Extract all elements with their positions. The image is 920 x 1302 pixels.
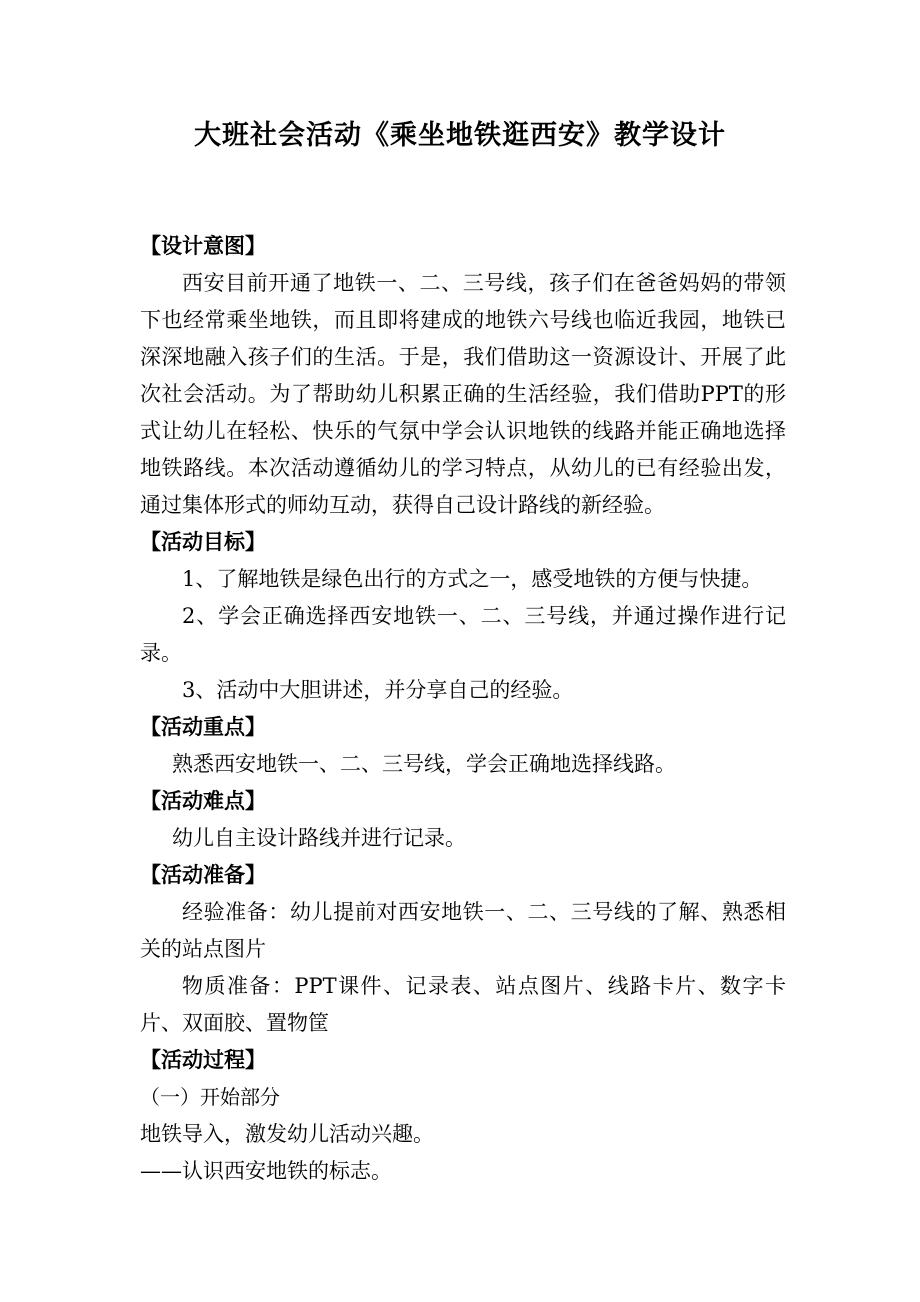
section-heading-goals: 【活动目标】 [140,530,266,554]
section-heading-intent: 【设计意图】 [140,234,266,258]
goal-item-3: 3、活动中大胆讲述，并分享自己的经验。 [182,678,574,702]
goal-item-1: 1、了解地铁是绿色出行的方式之一，感受地铁的方便与快捷。 [182,567,763,591]
preparation-materials: 物质准备：PPT课件、记录表、站点图片、线路卡片、数字卡片、双面胶、置物筐 [140,974,786,1035]
focus-text: 熟悉西安地铁一、二、三号线，学会正确地选择线路。 [172,752,676,776]
process-line-1: 地铁导入，激发幼儿活动兴趣。 [140,1122,434,1146]
section-heading-process: 【活动过程】 [140,1048,266,1072]
process-line-2: ——认识西安地铁的标志。 [140,1159,392,1183]
process-part-1: （一）开始部分 [140,1085,280,1109]
document-title: 大班社会活动《乘坐地铁逛西安》教学设计 [194,120,726,151]
intent-paragraph: 西安目前开通了地铁一、二、三号线，孩子们在爸爸妈妈的带领下也经常乘坐地铁，而且即将建成的地铁六号线也临近我园，地铁已深深地融入孩子们的生活。于是，我们借助这一资源设计、开展了此次社会活动。为了帮助幼儿积累正确的生活经验，我们借助PPT的形式让幼儿在轻松、快乐的气氛中学会认识地铁的线路并能正确地选择地铁路线。本次活动遵循幼儿的学习特点，从幼儿的已有经验出发，通过集体形式的师幼互动，获得自己设计路线的新经验。 [140,271,786,517]
preparation-experience: 经验准备：幼儿提前对西安地铁一、二、三号线的了解、熟悉相关的站点图片 [140,900,786,961]
section-heading-difficulty: 【活动难点】 [140,789,266,813]
goal-item-2: 2、学会正确选择西安地铁一、二、三号线，并通过操作进行记录。 [140,604,786,665]
section-heading-focus: 【活动重点】 [140,715,266,739]
document-body [140,228,786,1190]
difficulty-text: 幼儿自主设计路线并进行记录。 [172,826,466,850]
section-heading-preparation: 【活动准备】 [140,863,266,887]
